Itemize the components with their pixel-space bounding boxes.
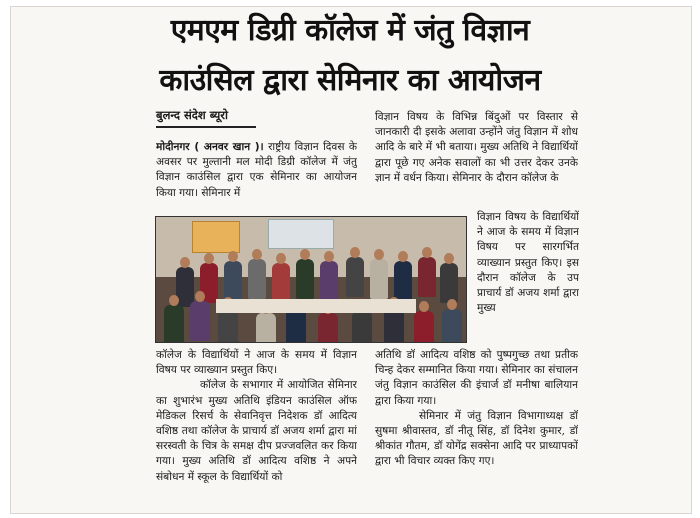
paragraph: विज्ञान विषय के विद्यार्थियों ने आज के समय में विज्ञान विषय पर सारगर्भित व्याख्यान प्रस्तुत किए। इस दौरान कॉलेज के उप प्राचार्य डॉ अजय शर्मा द्वारा मुख्य — [477, 211, 579, 315]
photo-figure-head — [324, 251, 334, 262]
photo-figure-head — [300, 249, 310, 260]
headline-line-1: एमएम डिग्री कॉलेज में जंतु विज्ञान — [170, 13, 530, 48]
article-intro: राष्ट्रीय विज्ञान दिवस के अवसर पर मुल्तानी मल मोदी डिग्री कॉलेज में जंतु विज्ञान काउंसिल द्वारा एक सेमिनार का आयोजन किया गया। सेमिनार में — [156, 141, 357, 199]
photo-figure — [440, 263, 458, 303]
photo-table — [216, 299, 416, 313]
photo-figure-head — [180, 257, 190, 268]
seminar-photo — [155, 216, 467, 343]
photo-figure-head — [444, 253, 454, 264]
photo-figure-head — [422, 247, 432, 258]
paragraph: विज्ञान विषय के विभिन्न बिंदुओं पर विस्तार से जानकारी दी इसके अलावा उन्होंने जंतु विज्ञान में शोध आदि के बारे में भी बताया। मुख्य अतिथि ने विद्यार्थियों द्वारा पूछे गए अनेक सवालों का भी उत्तर देकर उनके ज्ञान में वर्धन किया। सेमिनार के दौरान कॉलेज के — [375, 111, 578, 184]
paragraph: सेमिनार में जंतु विज्ञान विभागाध्यक्ष डॉ सुषमा श्रीवास्तव, डॉ नीतू सिंह, डॉ दिनेश कुमार, डॉ श्रीकांत गौतम, डॉ योगेंद्र सक्सेना आदि पर प्राध्यापकों द्वारा भी विचार व्यक्त किए गए। — [375, 409, 578, 468]
photo-figure — [442, 309, 462, 343]
photo-figure — [418, 257, 436, 297]
photo-figure — [248, 259, 266, 299]
photo-figure-head — [276, 253, 286, 264]
photo-figure-head — [228, 251, 238, 262]
byline: बुलन्द संदेश ब्यूरो — [156, 108, 256, 128]
photo-figure-head — [398, 251, 408, 262]
column-2-top — [375, 110, 578, 212]
photo-figure-head — [447, 299, 457, 310]
photo-figure-head — [169, 295, 179, 306]
photo-figure-head — [419, 301, 429, 312]
photo-figure — [352, 311, 372, 343]
photo-figure-head — [204, 253, 214, 264]
photo-figure — [164, 305, 184, 343]
headline-line-2: काउंसिल द्वारा सेमिनार का आयोजन — [159, 63, 541, 98]
photo-figure — [224, 261, 242, 301]
photo-figure — [320, 261, 338, 301]
photo-figure — [272, 263, 290, 303]
column-2-bottom — [375, 348, 578, 516]
photo-figure — [346, 257, 364, 297]
column-1-bottom — [156, 348, 357, 514]
photo-figure-head — [195, 291, 205, 302]
photo-banner — [192, 221, 240, 253]
photo-figure — [286, 309, 306, 343]
photo-figure — [414, 311, 434, 343]
photo-screen — [268, 219, 334, 249]
photo-figure — [370, 259, 388, 299]
column-2-narrow — [477, 210, 579, 362]
photo-figure-head — [252, 249, 262, 260]
photo-figure — [296, 259, 314, 299]
paragraph: कॉलेज के विद्यार्थियों ने आज के समय में विज्ञान विषय पर व्याख्यान प्रस्तुत किए। — [156, 349, 357, 377]
column-1-top — [156, 140, 357, 215]
dateline: मोदीनगर ( अनवर खान )। — [156, 141, 264, 153]
paragraph: अतिथि डॉ आदित्य वशिष्ठ को पुष्पगुच्छ तथा प्रतीक चिन्ह देकर सम्मानित किया गया। सेमिनार का संचालन जंतु विज्ञान काउंसिल की इंचार्ज डॉ मनीषा बालियान द्वारा किया गया। — [375, 349, 578, 407]
photo-figure — [318, 313, 338, 343]
photo-figure-head — [374, 249, 384, 260]
photo-figure — [190, 301, 210, 341]
photo-figure-head — [350, 247, 360, 258]
photo-figure — [394, 261, 412, 301]
paragraph: कॉलेज के सभागार में आयोजित सेमिनार का शुभारंभ मुख्य अतिथि इंडियन काउंसिल ऑफ मेडिकल रिसर्च के सेवानिवृत्त निदेशक डॉ आदित्य वशिष्ठ तथा कॉलेज के प्राचार्य डॉ अजय शर्मा द्वारा मां सरस्वती के चित्र के समक्ष दीप प्रज्जवलित कर किया गया। मुख्य अतिथि डॉ आदित्य वशिष्ठ ने अपने संबोधन में स्कूल के विद्यार्थियों को — [156, 379, 357, 483]
photo-figure — [256, 313, 276, 343]
